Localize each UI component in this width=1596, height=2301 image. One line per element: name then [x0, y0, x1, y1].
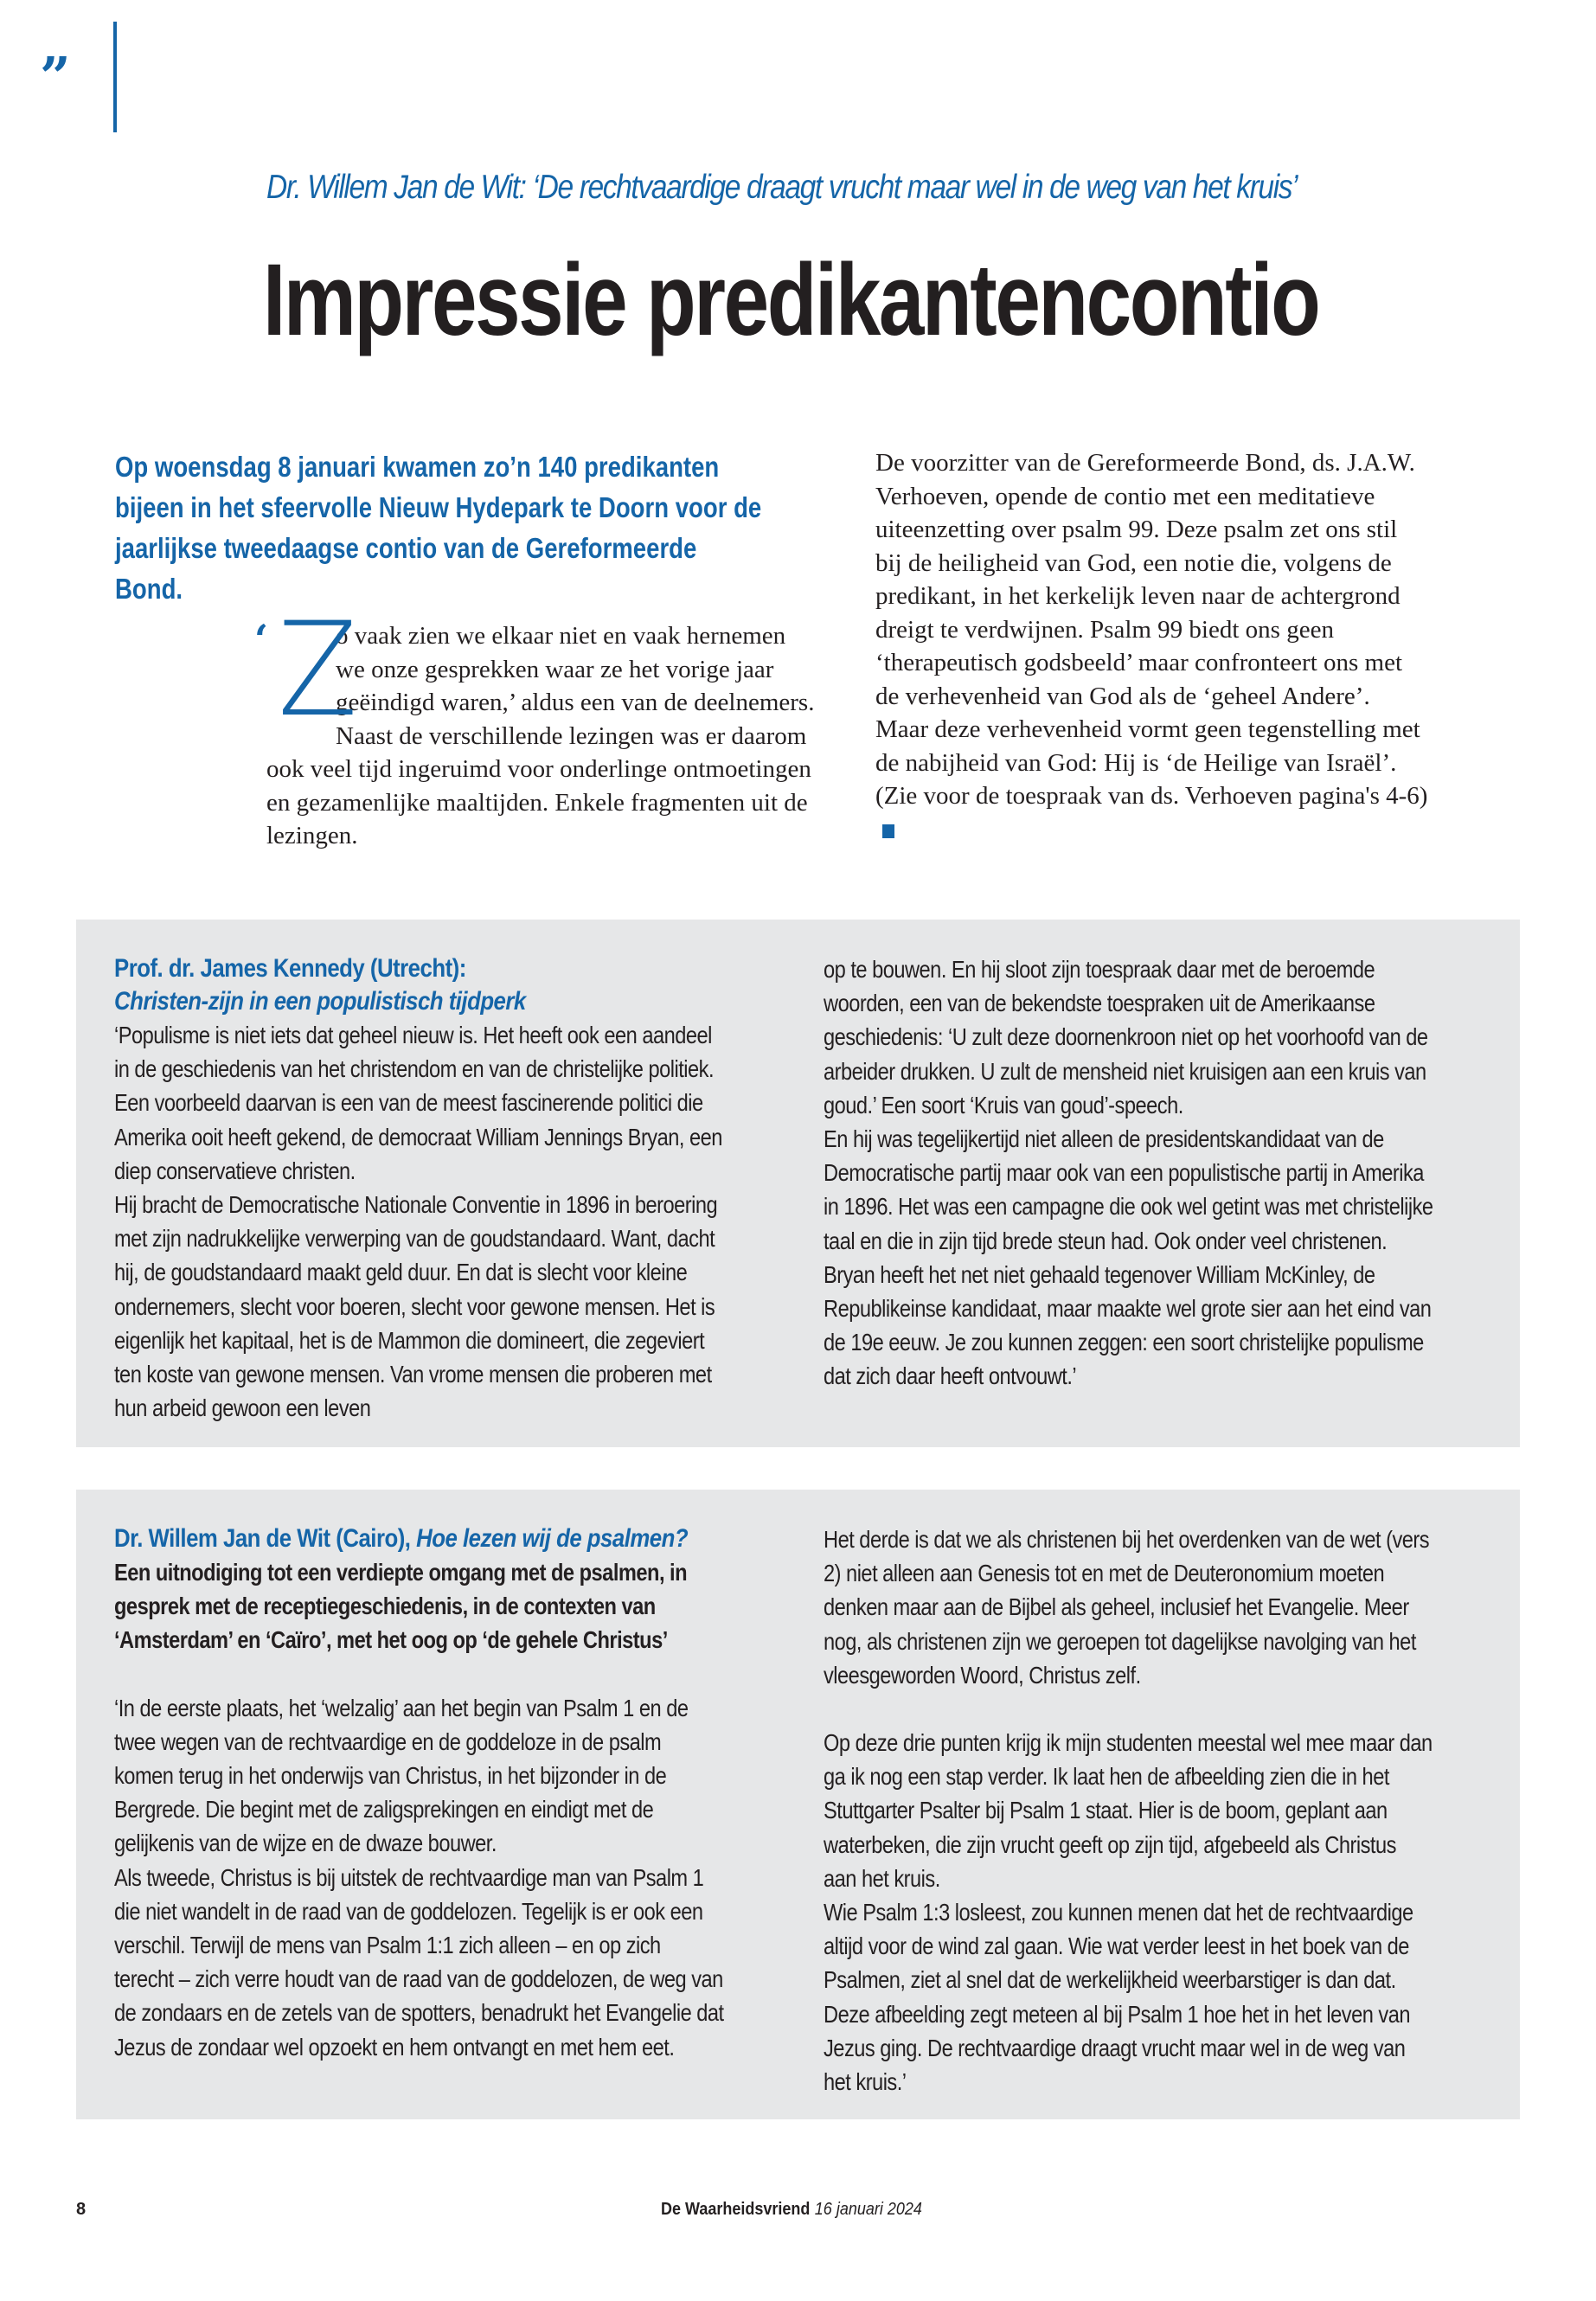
- paragraph: op te bouwen. En hij sloot zijn toespraak daar met de beroemde woorden, een van de bekendste toespraken uit de Amerikaanse geschiedenis: ‘U zult deze doornenkroon niet op het voorhoofd van de arbeider drukken. U zult de mensheid niet kruisigen aan een kruis van goud.’ Een soort ‘Kruis van goud’-speech.: [824, 956, 1428, 1118]
- publication-footer: [661, 2200, 922, 2220]
- publication-name: De Waarheidsvriend: [661, 2200, 811, 2219]
- kennedy-title: Prof. dr. James Kennedy (Utrecht):: [114, 954, 466, 983]
- right-column-text: De voorzitter van de Gereformeerde Bond, ds. J.A.W. Verhoeven, opende de contio met een meditatieve uiteenzetting over psalm 99. Deze psalm zet ons stil bij de heiligheid van God, een notie die, volgens de predikant, in het kerkelijk leven naar de achtergrond dreigt te verdwijnen. Psalm 99 biedt ons geen ‘therapeutisch godsbeeld’ maar confronteert ons met de verhevenheid van God als de ‘geheel Andere’. Maar deze verhevenheid vormt geen tegenstelling met de nabijheid van God: Hij is ‘de Heilige van Israël’. (Zie voor de toespraak van ds. Verhoeven pagina's 4-6): [875, 449, 1428, 810]
- quote-icon: ”: [40, 45, 66, 108]
- kennedy-left-column: [114, 952, 724, 1425]
- paragraph: Hij bracht de Democratische Nationale Conventie in 1896 in beroering met zijn nadrukkelijke verwerping van de goudstandaard. Want, dacht hij, de goudstandaard maakt geld duur. En dat is slecht voor kleine ondernemers, slecht voor boeren, slecht voor gewone mensen. Het is eigenlijk het kapitaal, het is de Mammon die domineert, die zegeviert ten koste van gewone mensen. Van vrome mensen die proberen met hun arbeid gewoon een leven: [114, 1191, 718, 1422]
- vertical-rule: [113, 22, 117, 132]
- spacer: [824, 1692, 1433, 1726]
- kennedy-subtitle: Christen-zijn in een populistisch tijdperk: [114, 987, 526, 1016]
- dewit-deck: Een uitnodiging tot een verdiepte omgang met de psalmen, in gesprek met de receptiegeschiedenis, in de contexten van ‘Amsterdam’ en ‘Caïro’, met het oog op ‘de gehele Christus’: [114, 1559, 688, 1654]
- dewit-subtitle: Hoe lezen wij de psalmen?: [416, 1524, 689, 1553]
- publication-date: 16 januari 2024: [814, 2200, 922, 2219]
- dewit-box: [76, 1490, 1520, 2119]
- spacer: [114, 1657, 724, 1691]
- intro-text: o vaak zien we elkaar niet en vaak hernemen we onze gesprekken waar ze het vorige jaar geëindigd waren,’ aldus een van de deelnemers. Naast de verschillende lezingen was er daarom ook veel tijd ingeruimd voor onderlinge ontmoetingen en gezamenlijke maaltijden. Enkele fragmenten uit de lezingen.: [266, 622, 815, 849]
- paragraph: En hij was tegelijkertijd niet alleen de presidentskandidaat van de Democratische partij maar ook van een populistische partij in Amerika in 1896. Het was een campagne die ook wel getint was met christelijke taal en die in zijn tijd brede steun had. Ook onder veel christenen.: [824, 1125, 1433, 1254]
- kennedy-box: [76, 920, 1520, 1447]
- end-square-icon: [882, 824, 894, 838]
- kicker: Dr. Willem Jan de Wit: ‘De rechtvaardige draagt vrucht maar wel in de weg van het kruis’: [266, 169, 1298, 206]
- intro-paragraph: [254, 595, 820, 853]
- paragraph: ‘In de eerste plaats, het ‘welzalig’ aan het begin van Psalm 1 en de twee wegen van de rechtvaardige en de goddeloze in de psalm komen terug in het onderwijs van Christus, in het bijzonder in de Bergrede. Die begint met de zaligsprekingen en eindigt met de gelijkenis van de wijze en de dwaze bouwer.: [114, 1694, 689, 1857]
- page-number: 8: [76, 2200, 87, 2219]
- dewit-right-column: [824, 1522, 1433, 2099]
- intro-column: [254, 595, 820, 853]
- dropcap: Z: [278, 595, 358, 746]
- paragraph: Wie Psalm 1:3 losleest, zou kunnen menen dat het de rechtvaardige altijd voor de wind zal gaan. Wie wat verder leest in het boek van de Psalmen, ziet al snel dat de werkelijkheid weerbarstiger is dan dat. Deze afbeelding zegt meteen al bij Psalm 1 hoe het in het leven van Jezus ging. De rechtvaardige draagt vrucht maar wel in de weg van het kruis.’: [824, 1899, 1413, 2096]
- page-title: Impressie predikantencontio: [263, 243, 1319, 357]
- dewit-title: [114, 1522, 724, 1555]
- lead-paragraph: Op woensdag 8 januari kwamen zo’n 140 predikanten bijeen in het sfeervolle Nieuw Hydepark te Doorn voor de jaarlijkse tweedaagse contio van de Gereformeerde Bond.: [115, 451, 762, 605]
- paragraph: ‘Populisme is niet iets dat geheel nieuw is. Het heeft ook een aandeel in de geschiedenis van het christendom en van de christelijke politiek. Een voorbeeld daarvan is een van de meest fascinerende politici die Amerika ooit heeft gekend, de democraat William Jennings Bryan, een diep conservatieve christen.: [114, 1022, 722, 1184]
- paragraph: Op deze drie punten krijg ik mijn studenten meestal wel mee maar dan ga ik nog een stap verder. Ik laat hen de afbeelding zien die in het Stuttgarter Psalter bij Psalm 1 staat. Hier is de boom, geplant aan waterbeken, die zijn vrucht geeft op zijn tijd, afgebeeld als Christus aan het kruis.: [824, 1729, 1433, 1892]
- dewit-left-column: [114, 1522, 724, 2064]
- open-quote-mark: ‘: [254, 616, 269, 663]
- paragraph: Bryan heeft het net niet gehaald tegenover William McKinley, de Republikeinse kandidaat, maar maakte wel grote sier aan het eind van de 19e eeuw. Je zou kunnen zeggen: een soort christelijke populisme dat zich daar heeft ontvouwt.’: [824, 1260, 1432, 1390]
- paragraph: Het derde is dat we als christenen bij het overdenken van de wet (vers 2) niet alleen aan Genesis tot en met de Deuteronomium moeten denken maar aan de Bijbel als geheel, inclusief het Evangelie. Meer nog, als christenen zijn we geroepen tot dagelijkse navolging van het vleesgeworden Woord, Christus zelf.: [824, 1526, 1430, 1689]
- dewit-title-name: Dr. Willem Jan de Wit (Cairo),: [114, 1524, 411, 1553]
- paragraph: Als tweede, Christus is bij uitstek de rechtvaardige man van Psalm 1 die niet wandelt in de raad van de goddelozen. Tegelijk is er ook een verschil. Terwijl de mens van Psalm 1:1 zich alleen – en op zich terecht – zich verre houdt van de raad van de goddelozen, de weg van de zondaars en de zetels van de spotters, benadrukt het Evangelie dat Jezus de zondaar wel opzoekt en hem ontvangt en met hem eet.: [114, 1863, 724, 2061]
- right-column: [875, 446, 1429, 846]
- kennedy-right-column: [824, 952, 1433, 1394]
